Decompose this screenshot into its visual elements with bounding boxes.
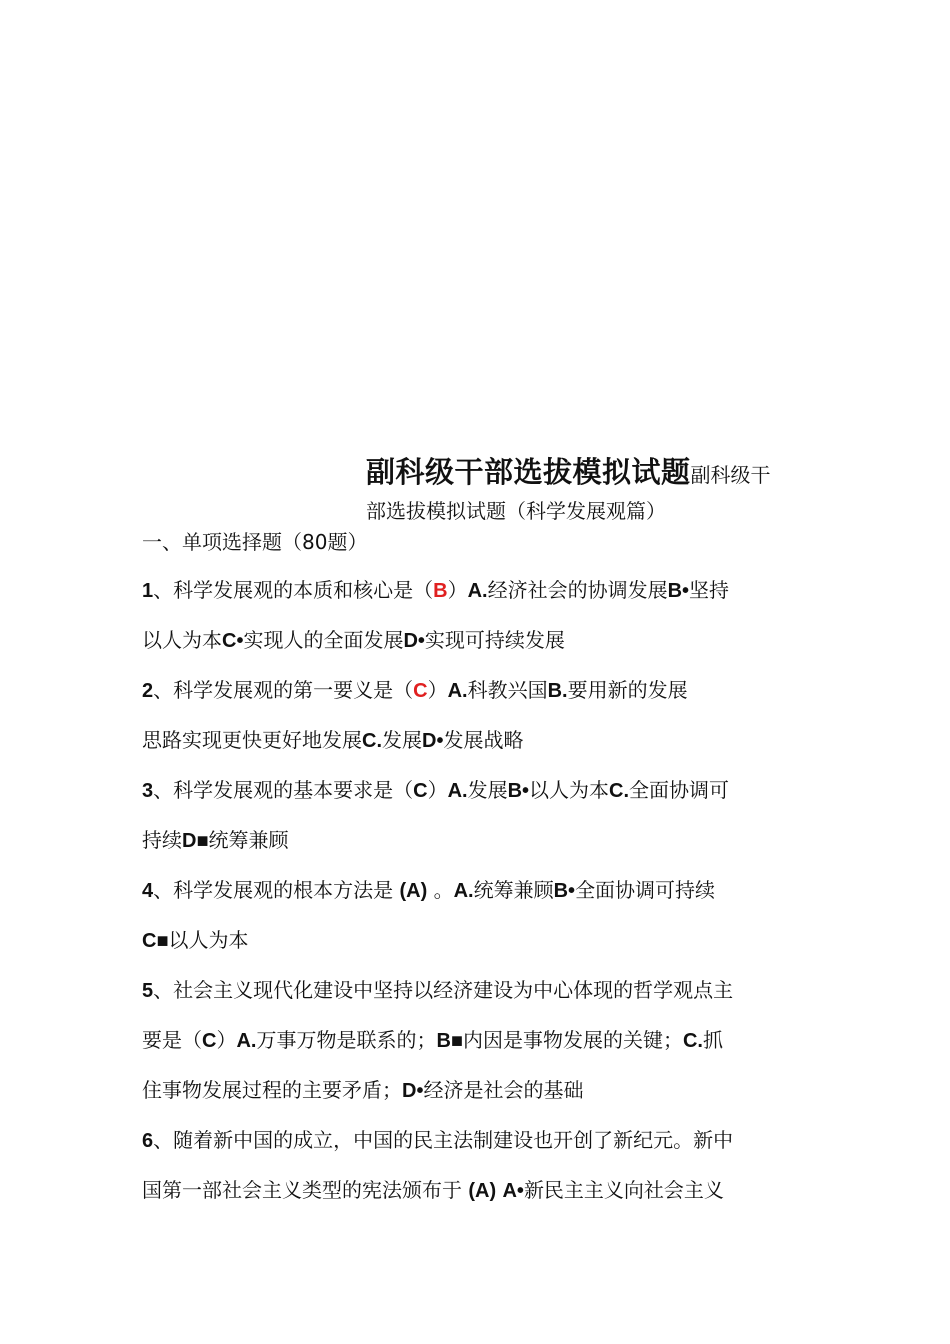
text-segment: 、随着新中国的成立，中国的民主法制建设也开创了新纪元。新中 bbox=[153, 1128, 734, 1152]
text-segment: 抓 bbox=[702, 1028, 723, 1052]
text-segment: ） bbox=[447, 578, 468, 602]
text-line bbox=[142, 672, 822, 722]
text-segment: C. bbox=[362, 730, 382, 752]
text-line bbox=[142, 972, 822, 1022]
text-segment: ） bbox=[216, 1028, 237, 1052]
text-segment: 内因是事物发展的关键； bbox=[462, 1028, 683, 1052]
text-segment: D• bbox=[403, 630, 425, 652]
text-segment: 坚持 bbox=[689, 578, 730, 602]
text-line bbox=[142, 1022, 822, 1072]
text-segment: 、科学发展观的本质和核心是（ bbox=[153, 578, 434, 602]
text-segment: 科教兴国 bbox=[467, 678, 548, 702]
text-segment: 发展 bbox=[467, 778, 508, 802]
text-segment: B• bbox=[553, 880, 576, 902]
text-segment: 6 bbox=[142, 1130, 154, 1152]
text-segment: 全面协调可 bbox=[629, 778, 730, 802]
text-segment: A. bbox=[447, 780, 468, 802]
text-segment: 、社会主义现代化建设中坚持以经济建设为中心体现的哲学观点主 bbox=[153, 978, 734, 1002]
text-segment: 、科学发展观的根本方法是 bbox=[153, 878, 400, 902]
text-segment: 发展 bbox=[382, 728, 422, 752]
text-segment: 经济社会的协调发展 bbox=[487, 578, 668, 602]
title-main: 副科级干部选拔模拟试题 bbox=[366, 455, 691, 489]
answer-mark: C bbox=[413, 680, 428, 702]
text-segment: 2 bbox=[142, 680, 154, 702]
answer-mark: B bbox=[433, 580, 448, 602]
text-segment: C. bbox=[682, 1030, 703, 1052]
text-segment: 持续 bbox=[142, 828, 182, 852]
answer-mark: C bbox=[202, 1030, 217, 1052]
text-segment: 思路实现更快更好地发展 bbox=[142, 728, 362, 752]
text-line bbox=[142, 922, 822, 972]
text-line bbox=[142, 1172, 822, 1222]
text-segment: C. bbox=[609, 780, 630, 802]
text-segment: 国第一部社会主义类型的宪法颁布于 bbox=[142, 1178, 469, 1202]
answer-mark: (A) bbox=[399, 880, 428, 902]
text-segment: 以人为本 bbox=[168, 928, 249, 952]
text-segment: 要用新的发展 bbox=[567, 678, 688, 702]
answer-mark: C bbox=[413, 780, 428, 802]
text-segment: D■ bbox=[182, 830, 209, 852]
text-segment: 实现可持续发展 bbox=[424, 628, 565, 652]
text-line bbox=[142, 822, 822, 872]
text-segment: C■ bbox=[142, 930, 169, 952]
text-line bbox=[142, 1122, 822, 1172]
text-segment: 、科学发展观的第一要义是（ bbox=[153, 678, 414, 702]
title-tail: 副科级干 bbox=[690, 463, 771, 487]
answer-mark: (A) bbox=[468, 1180, 497, 1202]
text-segment: 4 bbox=[142, 880, 154, 902]
text-line bbox=[142, 722, 822, 772]
text-segment: C• bbox=[222, 630, 244, 652]
text-segment: 、科学发展观的基本要求是（ bbox=[153, 778, 414, 802]
text-segment: B• bbox=[507, 780, 530, 802]
text-segment: A. bbox=[467, 580, 488, 602]
text-segment: 发展战略 bbox=[443, 728, 524, 752]
text-segment: B■ bbox=[436, 1030, 463, 1052]
text-segment: B. bbox=[547, 680, 568, 702]
title-line2: 部选拔模拟试题（科学发展观篇） bbox=[366, 499, 666, 523]
text-segment: ） bbox=[427, 678, 448, 702]
text-segment: 统筹兼顾 bbox=[208, 828, 289, 852]
text-segment: A. bbox=[236, 1030, 257, 1052]
text-segment: 1 bbox=[142, 580, 154, 602]
text-segment: 住事物发展过程的主要矛盾； bbox=[142, 1078, 402, 1102]
text-segment: 要是（ bbox=[142, 1028, 202, 1052]
text-segment: A. bbox=[447, 680, 468, 702]
text-line bbox=[142, 1072, 822, 1122]
text-segment: 以人为本 bbox=[142, 628, 222, 652]
text-segment: A• bbox=[502, 1180, 524, 1202]
text-line bbox=[142, 572, 822, 622]
text-segment: 以人为本 bbox=[529, 778, 610, 802]
text-segment: 全面协调可持续 bbox=[575, 878, 716, 902]
text-segment: D• bbox=[402, 1080, 424, 1102]
text-segment: D• bbox=[422, 730, 444, 752]
text-segment: B• bbox=[667, 580, 690, 602]
text-line bbox=[142, 872, 822, 922]
section-heading: 一、单项选择题（80题） bbox=[142, 530, 368, 554]
text-segment: 新民主主义向社会主义 bbox=[523, 1178, 724, 1202]
question-list bbox=[142, 572, 822, 1222]
text-line bbox=[142, 622, 822, 672]
text-segment: 5 bbox=[142, 980, 154, 1002]
text-segment: 实现人的全面发展 bbox=[243, 628, 404, 652]
text-line bbox=[142, 772, 822, 822]
document-title bbox=[366, 450, 826, 524]
text-segment: A. bbox=[453, 880, 474, 902]
text-segment: 。 bbox=[427, 878, 454, 902]
text-segment: 3 bbox=[142, 780, 154, 802]
text-segment: 万事万物是联系的； bbox=[256, 1028, 437, 1052]
text-segment: 经济是社会的基础 bbox=[423, 1078, 584, 1102]
text-segment: ） bbox=[427, 778, 448, 802]
text-segment: 统筹兼顾 bbox=[473, 878, 554, 902]
